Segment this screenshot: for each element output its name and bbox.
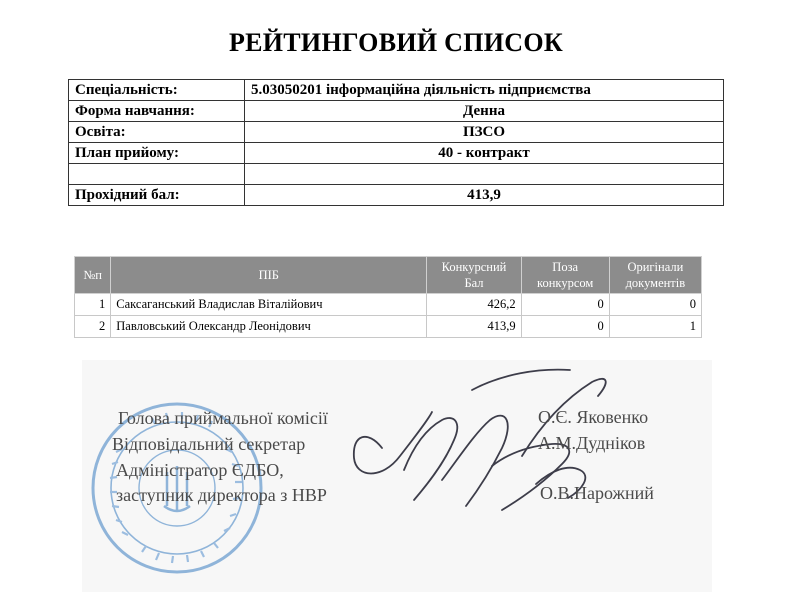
info-label: Прохідний бал: <box>69 185 245 206</box>
col-header-originals <box>609 257 701 294</box>
info-value <box>245 164 724 185</box>
signature-role: Відповідальний секретар <box>112 434 306 454</box>
page-title: РЕЙТИНГОВИЙ СПИСОК <box>228 28 564 57</box>
row-outside: 0 <box>521 316 609 338</box>
info-label: Спеціальність: <box>69 80 245 101</box>
col-header-score-line2: Бал <box>464 276 484 290</box>
col-header-name: ПІБ <box>111 257 427 294</box>
col-header-originals-line1: Оригінали <box>627 260 684 274</box>
info-row <box>69 164 724 185</box>
table-row <box>75 316 702 338</box>
signature-scan <box>82 360 712 592</box>
rating-header-row <box>75 257 702 294</box>
signature-role: Голова приймальної комісії <box>118 408 328 428</box>
signature-role: Адміністратор ЄДБО, <box>116 460 284 480</box>
info-value: ПЗСО <box>245 122 724 143</box>
row-number: 1 <box>75 294 111 316</box>
info-label: Форма навчання: <box>69 101 245 122</box>
row-score: 413,9 <box>427 316 521 338</box>
col-header-outside-line2: конкурсом <box>537 276 594 290</box>
info-value: Денна <box>245 101 724 122</box>
info-label: План прийому: <box>69 143 245 164</box>
info-table <box>68 79 724 206</box>
info-label <box>69 164 245 185</box>
row-originals: 1 <box>609 316 701 338</box>
info-row <box>69 143 724 164</box>
col-header-originals-line2: документів <box>625 276 686 290</box>
row-score: 426,2 <box>427 294 521 316</box>
col-header-score <box>427 257 521 294</box>
table-row <box>75 294 702 316</box>
info-value: 40 - контракт <box>245 143 724 164</box>
info-row <box>69 101 724 122</box>
signature-name: О.В.Нарожний <box>540 483 654 503</box>
col-header-outside <box>521 257 609 294</box>
info-value: 413,9 <box>245 185 724 206</box>
row-number: 2 <box>75 316 111 338</box>
signature-role: заступник директора з НВР <box>116 485 327 505</box>
row-outside: 0 <box>521 294 609 316</box>
info-row <box>69 185 724 206</box>
signature-name: О.Є. Яковенко <box>538 407 649 427</box>
info-row <box>69 80 724 101</box>
row-name: Павловський Олександр Леонідович <box>111 316 427 338</box>
info-row <box>69 122 724 143</box>
col-header-number: №п <box>75 257 111 294</box>
row-originals: 0 <box>609 294 701 316</box>
signature-name: А.М.Дудніков <box>538 433 646 453</box>
col-header-outside-line1: Поза <box>552 260 579 274</box>
info-value: 5.03050201 інформаційна діяльність підприємства <box>245 80 724 101</box>
info-label: Освіта: <box>69 122 245 143</box>
col-header-score-line1: Конкурсний <box>441 260 507 274</box>
rating-table <box>74 256 702 338</box>
row-name: Саксаганський Владислав Віталійович <box>111 294 427 316</box>
